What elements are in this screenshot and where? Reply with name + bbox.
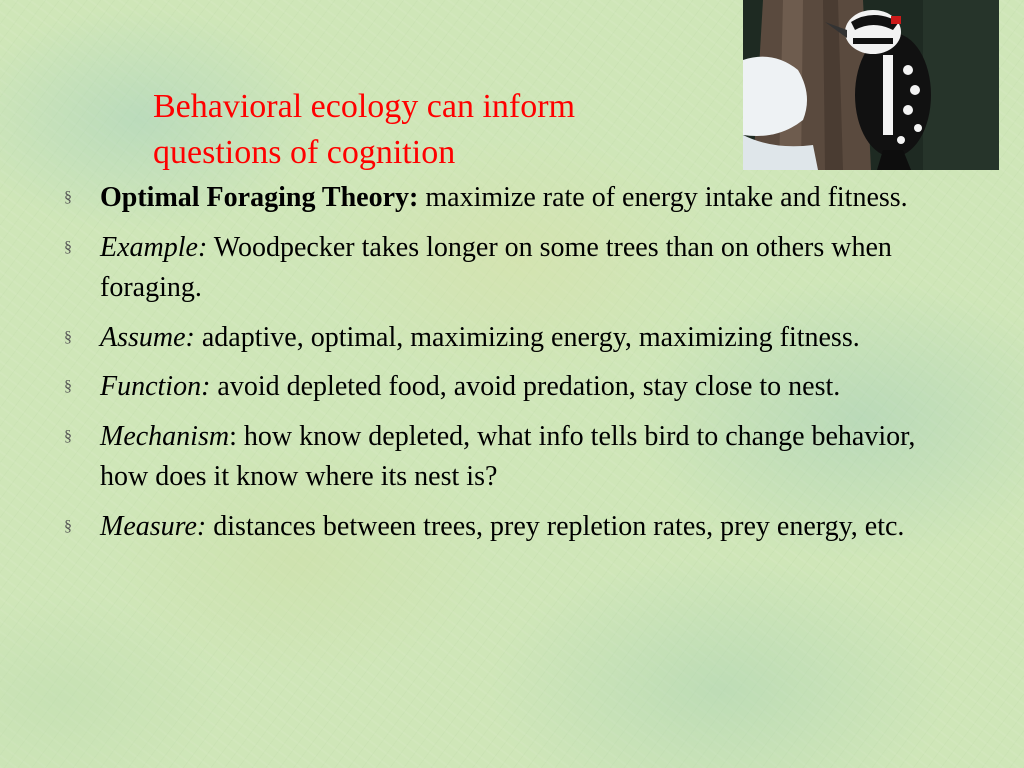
bullet-item [60, 367, 970, 408]
bullet-item [60, 228, 970, 309]
bullet-lead: Function: [100, 371, 211, 402]
bullet-lead: Optimal Foraging Theory: [100, 182, 419, 213]
bullet-text: adaptive, optimal, maximizing energy, maximizing fitness. [194, 321, 860, 353]
bullet-text: Woodpecker takes longer on some trees than on others when foraging. [100, 231, 892, 303]
bullet-item [60, 318, 970, 359]
bullet-item [60, 507, 970, 548]
bullet-marker-icon: § [64, 238, 72, 256]
bullet-lead: Assume: [100, 321, 195, 353]
bullet-text: : how know depleted, what info tells bird to change behavior, how does it know where its nest is? [100, 420, 916, 492]
bullet-marker-icon: § [64, 328, 72, 346]
bullet-item [60, 178, 970, 219]
slide-title [153, 84, 713, 176]
bullet-text: avoid depleted food, avoid predation, stay close to nest. [210, 371, 841, 402]
bullet-marker-icon: § [64, 189, 72, 206]
bullet-item [60, 417, 970, 498]
title-line-1: Behavioral ecology can inform [153, 88, 576, 125]
bullet-marker-icon: § [64, 517, 72, 535]
bullet-marker-icon: § [64, 378, 72, 395]
bullet-list [60, 178, 970, 556]
bullet-text: distances between trees, prey repletion rates, prey energy, etc. [206, 510, 905, 542]
title-line-2: questions of cognition [153, 134, 456, 171]
bullet-text: maximize rate of energy intake and fitness. [418, 182, 908, 213]
bullet-lead: Mechanism [100, 420, 230, 452]
bullet-lead: Measure: [100, 510, 207, 542]
bullet-lead: Example: [100, 231, 208, 263]
woodpecker-photo [743, 0, 999, 170]
bullet-marker-icon: § [64, 427, 72, 445]
